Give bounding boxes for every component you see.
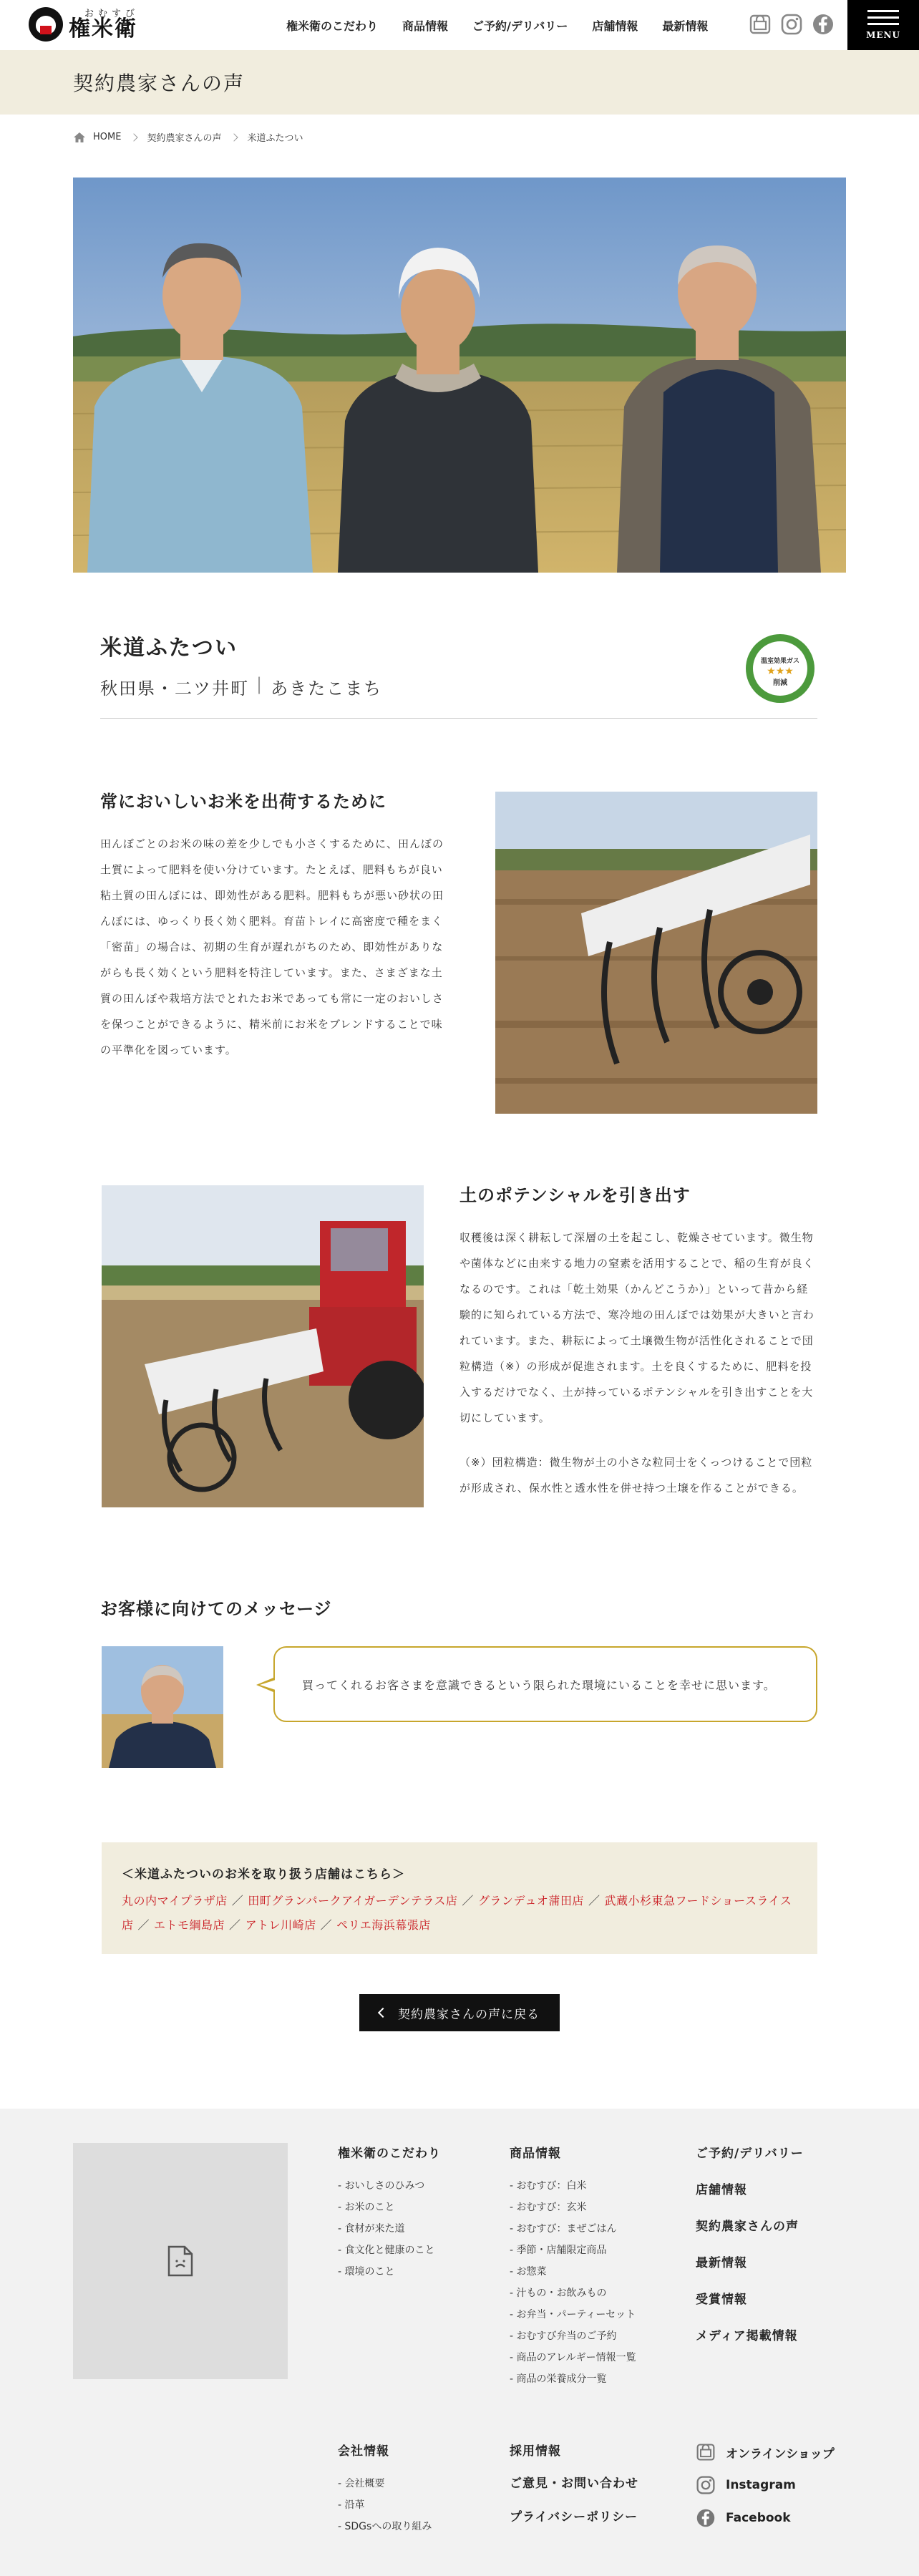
facebook-icon[interactable] <box>812 13 835 36</box>
footer-instagram-link[interactable] <box>696 2475 835 2495</box>
online-shop-icon[interactable] <box>749 13 772 36</box>
farmer-name: 米道ふたつい <box>100 636 238 661</box>
logo-mark-icon <box>29 7 63 42</box>
badge-bottom-text: 削減 <box>773 679 787 687</box>
footer-link[interactable]: - 季節・店舗限定商品 <box>510 2240 636 2261</box>
instagram-icon <box>696 2475 716 2495</box>
hero-farmers-photo <box>73 178 846 573</box>
site-logo[interactable] <box>29 7 139 42</box>
footer-heading[interactable]: 権米衛のこだわり <box>338 2147 441 2161</box>
footer-heading[interactable]: 会社情報 <box>338 2444 389 2459</box>
header-social <box>749 13 835 36</box>
footer-link[interactable]: - 汁もの・お飲みもの <box>510 2283 636 2304</box>
footer-link-stores[interactable]: 店舗情報 <box>696 2183 747 2197</box>
footer-link-reservation[interactable]: ご予約/デリバリー <box>696 2147 804 2161</box>
footer-column-kodawari <box>338 2143 441 2283</box>
hamburger-icon <box>867 10 899 26</box>
store-separator: ／ <box>229 1918 241 1932</box>
footer-link[interactable]: - おむすび：白米 <box>510 2175 636 2197</box>
footer-facebook-link[interactable] <box>696 2508 835 2528</box>
store-link[interactable]: 丸の内マイプラザ店 <box>122 1894 228 1907</box>
footer-social-label: Instagram <box>726 2478 796 2492</box>
footer-social-label: Facebook <box>726 2511 791 2525</box>
nav-item-stores[interactable]: 店舗情報 <box>592 19 638 33</box>
stores-box <box>102 1842 817 1954</box>
badge-stars-icon: ★★★ <box>767 666 794 677</box>
footer-column-company <box>338 2441 432 2537</box>
footer-link-media[interactable]: メディア掲載情報 <box>696 2329 798 2343</box>
store-separator: ／ <box>137 1918 150 1932</box>
site-header <box>0 0 919 50</box>
footer-link[interactable]: - 商品の栄養成分一覧 <box>510 2368 636 2390</box>
section-body: 田んぼごとのお米の味の差を少しでも小さくするために、田んぼの土質によって肥料を使い分けています。たとえば、肥料もちが良い粘土質の田んぼには、即効性がある肥料。肥料もちが悪い砂状の田んぼには、ゆっくり長く効く肥料。育苗トレイに高密度で種をまく「密苗」の場合は、初期の生育が遅れがちのため、即効性がありながらも長く効くという肥料を特注しています。また、さまざまな土質の田んぼや栽培方法でとれたお米であっても常に一定のおいしさを保つことができるように、精米前にお米をブレンドすることで味の平準化を図っています。 <box>100 837 444 1056</box>
store-separator: ／ <box>462 1894 474 1907</box>
store-link[interactable]: ペリエ海浜幕張店 <box>336 1918 431 1932</box>
footer-heading[interactable]: 商品情報 <box>510 2147 561 2161</box>
logo-subtitle: おむすび <box>84 8 140 19</box>
section-title: 常においしいお米を出荷するために <box>100 792 386 812</box>
stores-list <box>122 1889 797 1938</box>
footer-column-main-links <box>696 2143 804 2362</box>
message-bubble: 買ってくれるお客さまを意識できるという限られた環境にいることを幸せに思います。 <box>273 1646 817 1722</box>
footer-link[interactable]: - お惣菜 <box>510 2261 636 2283</box>
nav-item-reservation[interactable]: ご予約/デリバリー <box>472 19 568 33</box>
tractor-photo <box>102 1185 424 1507</box>
back-to-voices-button[interactable] <box>359 1994 560 2031</box>
footer-column-recruit <box>510 2441 638 2540</box>
farmer-avatar <box>102 1646 223 1768</box>
store-link[interactable]: エトモ綱島店 <box>154 1918 225 1932</box>
instagram-icon[interactable] <box>780 13 803 36</box>
footer-heading[interactable]: 採用情報 <box>510 2444 561 2459</box>
store-link[interactable]: グランデュオ蒲田店 <box>477 1894 584 1907</box>
section-title: 土のポテンシャルを引き出す <box>460 1185 691 1205</box>
breadcrumb <box>73 130 303 144</box>
badge-top-text: 温室効果ガス <box>760 658 800 665</box>
footer-link[interactable]: - おいしさのひみつ <box>338 2175 441 2197</box>
store-link[interactable]: アトレ川崎店 <box>245 1918 316 1932</box>
page-title-band <box>0 50 919 115</box>
store-link[interactable]: 田町グランパークアイガーデンテラス店 <box>248 1894 458 1907</box>
footer-link[interactable]: - お弁当・パーティーセット <box>510 2304 636 2325</box>
nav-item-kodawari[interactable]: 権米衛のこだわり <box>286 19 379 33</box>
home-icon[interactable] <box>73 132 86 143</box>
footer-link-news[interactable]: 最新情報 <box>696 2256 747 2270</box>
footer-social <box>696 2442 835 2541</box>
footer-link-privacy[interactable]: プライバシーポリシー <box>510 2510 638 2524</box>
breadcrumb-home[interactable]: HOME <box>93 132 122 142</box>
nav-item-news[interactable]: 最新情報 <box>662 19 709 33</box>
chevron-left-icon <box>378 2008 388 2018</box>
footer-link-contact[interactable]: ご意見・お問い合わせ <box>510 2477 638 2491</box>
store-link[interactable]: 武蔵小杉東急フードショースライス店 <box>122 1894 792 1932</box>
menu-label: MENU <box>866 30 900 40</box>
section-note: （※）団粒構造：微生物が土の小さな粒同士をくっつけることで団粒が形成され、保水性と透水性を併せ持つ土壌を作ることができる。 <box>460 1456 813 1494</box>
facebook-icon <box>696 2508 716 2528</box>
footer-link-awards[interactable]: 受賞情報 <box>696 2293 747 2307</box>
menu-button[interactable] <box>847 0 919 50</box>
broken-document-icon <box>167 2245 193 2277</box>
footer-link-voices[interactable]: 契約農家さんの声 <box>696 2220 799 2234</box>
farmer-profile <box>100 630 817 719</box>
stores-title: ＜米道ふたついのお米を取り扱う店舗はこちら＞ <box>122 1867 405 1882</box>
footer-link[interactable]: - おむすび：まぜごはん <box>510 2218 636 2240</box>
main-nav <box>286 17 708 34</box>
rice-variety: あきたこまち <box>271 679 383 699</box>
footer-online-shop-link[interactable] <box>696 2442 835 2462</box>
meta-divider: | <box>256 674 264 694</box>
store-separator: ／ <box>320 1918 333 1932</box>
page-title: 契約農家さんの声 <box>73 72 245 95</box>
section-shipping <box>100 787 451 1063</box>
footer-link[interactable]: - 商品のアレルギー情報一覧 <box>510 2347 636 2368</box>
breadcrumb-current: 米道ふたつい <box>247 133 303 144</box>
breadcrumb-separator-icon <box>130 133 138 141</box>
farmer-location: 秋田県・二ツ井町 <box>100 679 249 699</box>
footer-link[interactable]: - お米のこと <box>338 2197 441 2218</box>
footer-link[interactable]: - SDGsへの取り組み <box>338 2516 432 2537</box>
footer-link[interactable]: - 会社概要 <box>338 2473 432 2494</box>
tillage-machine-photo <box>495 792 817 1114</box>
breadcrumb-voices[interactable]: 契約農家さんの声 <box>147 133 222 144</box>
footer-column-products <box>510 2143 636 2390</box>
footer-link[interactable]: - おむすび：玄米 <box>510 2197 636 2218</box>
footer-link[interactable]: - おむすび弁当のご予約 <box>510 2325 636 2347</box>
section-soil-potential <box>460 1181 817 1501</box>
store-separator: ／ <box>588 1894 600 1907</box>
footer-map-placeholder <box>73 2143 288 2379</box>
online-shop-icon <box>696 2442 716 2462</box>
site-footer <box>0 2109 919 2576</box>
message-title: お客様に向けてのメッセージ <box>100 1599 332 1619</box>
footer-link[interactable]: - 沿革 <box>338 2494 432 2516</box>
section-body: 収穫後は深く耕耘して深層の土を起こし、乾燥させています。微生物や菌体などに由来する地力の窒素を活用することで、稲の生育が良くなるのです。これは「乾土効果（かんどこうか）」といって昔から経験的に知られている方法で、寒冷地の田んぼでは効果が大きいと言われています。また、耕耘によって土壌微生物が活性化されることで団粒構造（※）の形成が促進されます。土を良くするために、肥料を投入するだけでなく、土が持っているポテンシャルを引き出すことを大切にしています。 <box>460 1231 815 1424</box>
nav-item-products[interactable]: 商品情報 <box>402 19 449 33</box>
footer-link[interactable]: - 環境のこと <box>338 2261 441 2283</box>
store-separator: ／ <box>231 1894 244 1907</box>
breadcrumb-separator-icon <box>230 133 238 141</box>
footer-link[interactable]: - 食文化と健康のこと <box>338 2240 441 2261</box>
footer-link[interactable]: - 食材が来た道 <box>338 2218 441 2240</box>
ghg-reduction-badge-icon <box>744 633 816 704</box>
footer-social-label: オンラインショップ <box>726 2446 835 2461</box>
logo-title: 権米衛 <box>69 16 137 42</box>
back-button-label: 契約農家さんの声に戻る <box>398 2007 540 2022</box>
